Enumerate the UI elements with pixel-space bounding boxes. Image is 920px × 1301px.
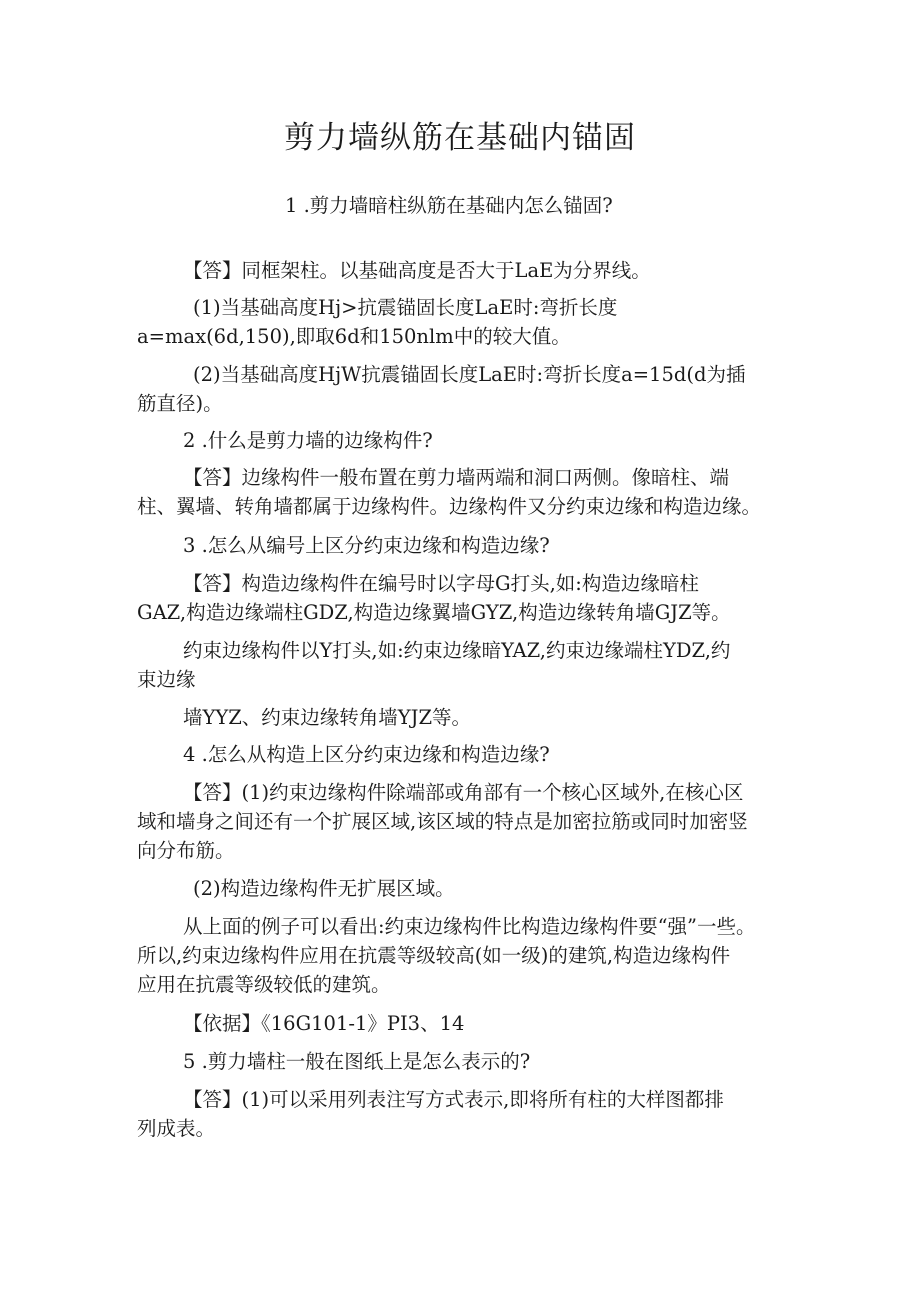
answer-4-line-6: 所以,约束边缘构件应用在抗震等级较高(如一级)的建筑,构造边缘构件 bbox=[137, 944, 731, 967]
answer-2-line-2: 柱、翼墙、转角墙都属于边缘构件。边缘构件又分约束边缘和构造边缘。 bbox=[137, 495, 762, 518]
answer-4-line-7: 应用在抗震等级较低的建筑。 bbox=[137, 973, 391, 996]
answer-3-line-4: 束边缘 bbox=[137, 668, 196, 691]
question-3: 3 .怎么从编号上区分约束边缘和构造边缘? bbox=[183, 534, 550, 557]
answer-4-line-4: (2)构造边缘构件无扩展区域。 bbox=[193, 877, 455, 900]
answer-4-line-2: 域和墙身之间还有一个扩展区域,该区域的特点是加密拉筋或同时加密竖 bbox=[137, 810, 748, 833]
answer-3-line-5: 墙YYZ、约束边缘转角墙YJZ等。 bbox=[183, 706, 472, 729]
answer-5-line-1: 【答】(1)可以采用列表注写方式表示,即将所有柱的大样图都排 bbox=[183, 1088, 724, 1111]
answer-1-item-1-line-2: a=max(6d,150),即取6d和150nlm中的较大值。 bbox=[137, 325, 571, 348]
answer-4-line-1: 【答】(1)约束边缘构件除端部或角部有一个核心区域外,在核心区 bbox=[183, 781, 744, 804]
question-4: 4 .怎么从构造上区分约束边缘和构造边缘? bbox=[183, 743, 550, 766]
answer-1-intro: 【答】同框架柱。以基础高度是否大于LaE为分界线。 bbox=[183, 259, 651, 282]
answer-4-line-5: 从上面的例子可以看出:约束边缘构件比构造边缘构件要“强”一些。 bbox=[183, 915, 756, 938]
answer-4-line-3: 向分布筋。 bbox=[137, 839, 235, 862]
answer-5-line-2: 列成表。 bbox=[137, 1117, 216, 1140]
answer-1-item-1-line-1: (1)当基础高度Hj>抗震锚固长度LaE时:弯折长度 bbox=[193, 296, 618, 319]
answer-3-line-1: 【答】构造边缘构件在编号时以字母G打头,如:构造边缘暗柱 bbox=[183, 572, 699, 595]
answer-3-line-2: GAZ,构造边缘端柱GDZ,构造边缘翼墙GYZ,构造边缘转角墙GJZ等。 bbox=[137, 601, 731, 624]
answer-3-line-3: 约束边缘构件以Y打头,如:约束边缘暗YAZ,约束边缘端柱YDZ,约 bbox=[183, 639, 731, 662]
answer-1-item-2-line-2: 筋直径)。 bbox=[137, 392, 223, 415]
question-5: 5 .剪力墙柱一般在图纸上是怎么表示的? bbox=[183, 1050, 531, 1073]
document-title: 剪力墙纵筋在基础内锚固 bbox=[284, 120, 636, 156]
basis-reference: 【依据】《16G101-1》PI3、14 bbox=[183, 1012, 465, 1035]
question-1: 1 .剪力墙暗柱纵筋在基础内怎么锚固? bbox=[285, 194, 613, 217]
answer-2-line-1: 【答】边缘构件一般布置在剪力墙两端和洞口两侧。像暗柱、端 bbox=[183, 466, 730, 489]
answer-1-item-2-line-1: (2)当基础高度HjW抗震锚固长度LaE时:弯折长度a=15d(d为插 bbox=[193, 363, 746, 386]
question-2: 2 .什么是剪力墙的边缘构件? bbox=[183, 429, 433, 452]
